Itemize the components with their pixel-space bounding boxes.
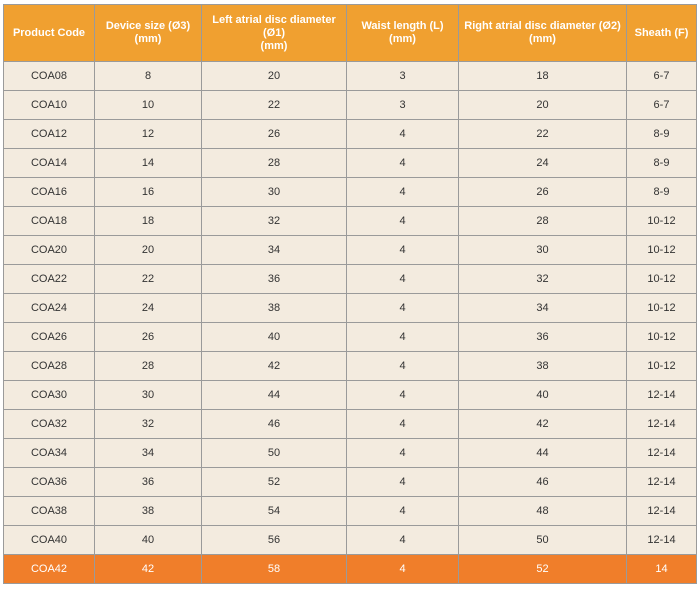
header-line: Sheath (F)	[634, 26, 689, 39]
right-disc-cell: 48	[459, 497, 627, 526]
header-line: Waist length (L)	[361, 20, 444, 32]
waist-length-cell: 4	[347, 294, 459, 323]
sheath-cell: 8-9	[627, 178, 697, 207]
product-code-cell: COA36	[4, 468, 95, 497]
table-row	[4, 149, 697, 178]
table-row	[4, 91, 697, 120]
sheath-cell: 6-7	[627, 91, 697, 120]
device-size-cell: 10	[95, 91, 202, 120]
waist-length-cell: 4	[347, 120, 459, 149]
left-disc-cell: 40	[202, 323, 347, 352]
device-size-cell: 40	[95, 526, 202, 555]
right-disc-cell: 22	[459, 120, 627, 149]
left-disc-cell: 32	[202, 207, 347, 236]
sheath-cell: 12-14	[627, 381, 697, 410]
product-spec-table	[3, 4, 697, 584]
right-disc-cell: 26	[459, 178, 627, 207]
table-row	[4, 178, 697, 207]
left-disc-cell: 44	[202, 381, 347, 410]
table-row	[4, 265, 697, 294]
header-line: (mm)	[260, 39, 288, 52]
product-table-container	[3, 4, 696, 584]
right-disc-cell: 50	[459, 526, 627, 555]
left-disc-cell: 36	[202, 265, 347, 294]
right-disc-cell: 28	[459, 207, 627, 236]
waist-length-cell: 4	[347, 468, 459, 497]
sheath-cell: 10-12	[627, 294, 697, 323]
device-size-cell: 26	[95, 323, 202, 352]
table-row	[4, 236, 697, 265]
sheath-cell: 12-14	[627, 468, 697, 497]
waist-length-cell: 4	[347, 439, 459, 468]
sheath-cell: 12-14	[627, 410, 697, 439]
table-header-row	[4, 5, 697, 62]
waist-length-cell: 4	[347, 497, 459, 526]
header-product-code	[4, 5, 95, 62]
table-row	[4, 381, 697, 410]
header-left-disc	[202, 5, 347, 62]
device-size-cell: 24	[95, 294, 202, 323]
waist-length-cell: 4	[347, 236, 459, 265]
left-disc-cell: 54	[202, 497, 347, 526]
device-size-cell: 14	[95, 149, 202, 178]
sheath-cell: 8-9	[627, 120, 697, 149]
header-right-disc	[459, 5, 627, 62]
device-size-cell: 16	[95, 178, 202, 207]
waist-length-cell: 4	[347, 149, 459, 178]
device-size-cell: 20	[95, 236, 202, 265]
product-code-cell: COA24	[4, 294, 95, 323]
product-code-cell: COA08	[4, 62, 95, 91]
header-waist-length	[347, 5, 459, 62]
header-line: Left atrial disc diameter	[212, 13, 336, 26]
right-disc-cell: 38	[459, 352, 627, 381]
right-disc-cell: 46	[459, 468, 627, 497]
table-row	[4, 62, 697, 91]
left-disc-cell: 26	[202, 120, 347, 149]
device-size-cell: 28	[95, 352, 202, 381]
right-disc-cell: 18	[459, 62, 627, 91]
right-disc-cell: 24	[459, 149, 627, 178]
header-line: Device size (Ø3)	[105, 20, 191, 32]
waist-length-cell: 4	[347, 352, 459, 381]
sheath-cell: 8-9	[627, 149, 697, 178]
left-disc-cell: 34	[202, 236, 347, 265]
header-line: (mm)	[529, 33, 556, 45]
table-row	[4, 526, 697, 555]
device-size-cell: 12	[95, 120, 202, 149]
product-code-cell: COA12	[4, 120, 95, 149]
product-code-cell: COA14	[4, 149, 95, 178]
product-code-cell: COA26	[4, 323, 95, 352]
sheath-cell: 12-14	[627, 497, 697, 526]
header-line: (mm)	[134, 33, 162, 45]
device-size-cell: 34	[95, 439, 202, 468]
sheath-cell: 10-12	[627, 265, 697, 294]
table-row	[4, 497, 697, 526]
right-disc-cell: 42	[459, 410, 627, 439]
table-row-highlighted	[4, 555, 697, 584]
right-disc-cell: 34	[459, 294, 627, 323]
table-body	[4, 62, 697, 584]
right-disc-cell: 44	[459, 439, 627, 468]
header-line: (mm)	[389, 33, 416, 45]
waist-length-cell: 3	[347, 62, 459, 91]
waist-length-cell: 3	[347, 91, 459, 120]
sheath-cell: 12-14	[627, 439, 697, 468]
waist-length-cell: 4	[347, 207, 459, 236]
product-code-cell: COA22	[4, 265, 95, 294]
sheath-cell: 10-12	[627, 236, 697, 265]
sheath-cell: 10-12	[627, 207, 697, 236]
right-disc-cell: 30	[459, 236, 627, 265]
right-disc-cell: 52	[459, 555, 627, 584]
sheath-cell: 12-14	[627, 526, 697, 555]
product-code-cell: COA18	[4, 207, 95, 236]
left-disc-cell: 50	[202, 439, 347, 468]
left-disc-cell: 46	[202, 410, 347, 439]
product-code-cell: COA32	[4, 410, 95, 439]
left-disc-cell: 56	[202, 526, 347, 555]
table-row	[4, 207, 697, 236]
header-line: Right atrial disc diameter (Ø2)	[464, 20, 621, 32]
table-row	[4, 120, 697, 149]
right-disc-cell: 32	[459, 265, 627, 294]
product-code-cell: COA28	[4, 352, 95, 381]
device-size-cell: 32	[95, 410, 202, 439]
waist-length-cell: 4	[347, 526, 459, 555]
left-disc-cell: 38	[202, 294, 347, 323]
product-code-cell: COA38	[4, 497, 95, 526]
table-row	[4, 323, 697, 352]
device-size-cell: 38	[95, 497, 202, 526]
left-disc-cell: 30	[202, 178, 347, 207]
table-row	[4, 439, 697, 468]
device-size-cell: 30	[95, 381, 202, 410]
device-size-cell: 22	[95, 265, 202, 294]
product-code-cell: COA42	[4, 555, 95, 584]
sheath-cell: 14	[627, 555, 697, 584]
header-sheath	[627, 5, 697, 62]
device-size-cell: 42	[95, 555, 202, 584]
header-line: Product Code	[12, 26, 86, 39]
table-row	[4, 468, 697, 497]
right-disc-cell: 20	[459, 91, 627, 120]
waist-length-cell: 4	[347, 265, 459, 294]
product-code-cell: COA10	[4, 91, 95, 120]
sheath-cell: 6-7	[627, 62, 697, 91]
waist-length-cell: 4	[347, 178, 459, 207]
table-row	[4, 410, 697, 439]
sheath-cell: 10-12	[627, 323, 697, 352]
left-disc-cell: 20	[202, 62, 347, 91]
table-row	[4, 294, 697, 323]
table-row	[4, 352, 697, 381]
waist-length-cell: 4	[347, 555, 459, 584]
waist-length-cell: 4	[347, 410, 459, 439]
product-code-cell: COA30	[4, 381, 95, 410]
header-device-size	[95, 5, 202, 62]
left-disc-cell: 58	[202, 555, 347, 584]
left-disc-cell: 28	[202, 149, 347, 178]
right-disc-cell: 40	[459, 381, 627, 410]
waist-length-cell: 4	[347, 323, 459, 352]
left-disc-cell: 52	[202, 468, 347, 497]
left-disc-cell: 22	[202, 91, 347, 120]
left-disc-cell: 42	[202, 352, 347, 381]
waist-length-cell: 4	[347, 381, 459, 410]
product-code-cell: COA16	[4, 178, 95, 207]
device-size-cell: 18	[95, 207, 202, 236]
right-disc-cell: 36	[459, 323, 627, 352]
device-size-cell: 36	[95, 468, 202, 497]
device-size-cell: 8	[95, 62, 202, 91]
product-code-cell: COA40	[4, 526, 95, 555]
sheath-cell: 10-12	[627, 352, 697, 381]
product-code-cell: COA20	[4, 236, 95, 265]
product-code-cell: COA34	[4, 439, 95, 468]
header-line: (Ø1)	[263, 26, 285, 39]
